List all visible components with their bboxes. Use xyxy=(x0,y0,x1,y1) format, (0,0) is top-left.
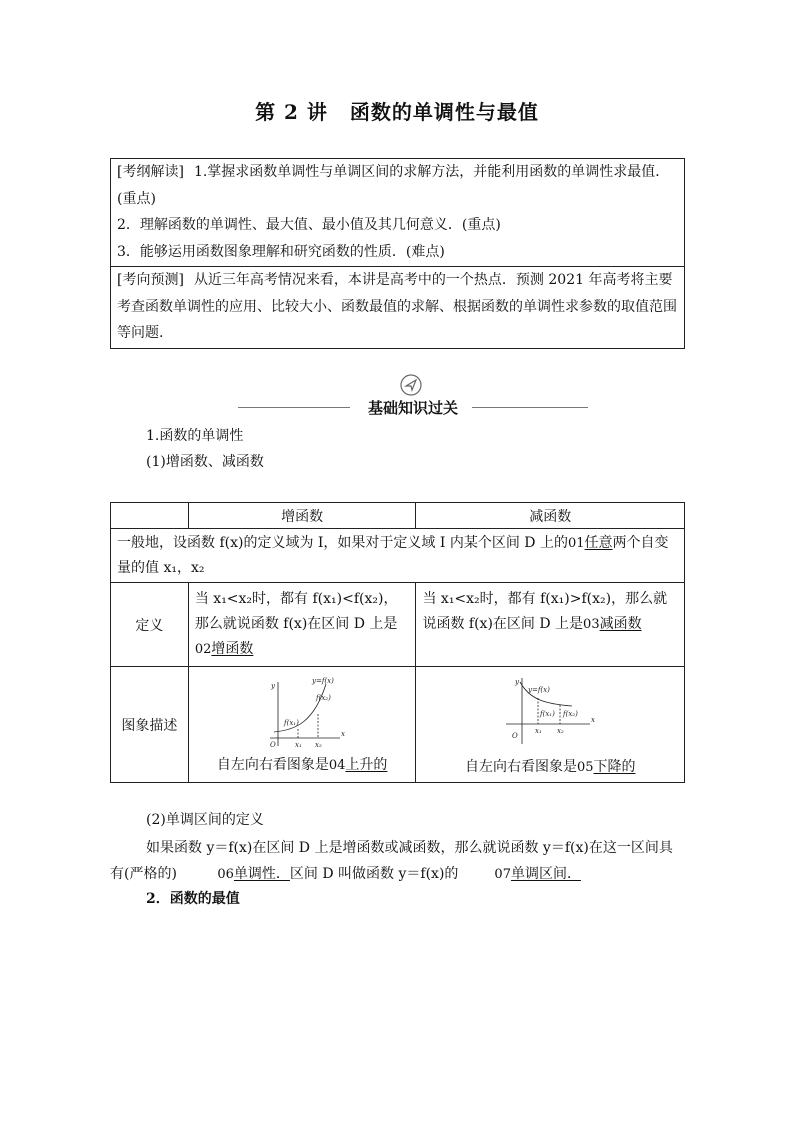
exam-tag: [考纲解读] xyxy=(117,164,184,180)
x-label: x xyxy=(341,729,346,738)
origin-label: O xyxy=(270,740,276,749)
origin-label: O xyxy=(512,731,518,740)
x2-label: x₂ xyxy=(315,740,322,749)
blank-06: 06单调性． xyxy=(217,866,290,882)
fx1-label: f(x₁) xyxy=(540,709,556,718)
section-divider xyxy=(238,374,588,418)
heading-extrema: 2．函数的最值 xyxy=(146,891,240,907)
fx2-label: f(x₂) xyxy=(316,693,331,702)
table-graph-row xyxy=(111,667,685,783)
fx2-label: f(x₂) xyxy=(563,709,579,718)
increasing-graph-cell xyxy=(188,667,416,783)
header-increasing: 增函数 xyxy=(188,503,416,529)
x-label: x xyxy=(591,715,596,724)
x2-label: x₂ xyxy=(557,726,564,735)
page-title xyxy=(0,96,794,125)
exam-line-2: 2．理解函数的单调性、最大值、最小值及其几何意义．(重点) xyxy=(117,217,501,233)
header-decreasing: 减函数 xyxy=(416,503,685,529)
y-label: y xyxy=(271,681,276,690)
divider-line-right xyxy=(472,407,588,408)
exam-line-1: [考纲解读] 1.掌握求函数单调性与单调区间的求解方法，并能利用函数的单调性求最值．(重点) xyxy=(117,164,670,207)
trend-text: 从近三年高考情况来看，本讲是高考中的一个热点．预测 2021 年高考将主要考查函数单调性的应用、比较大小、函数最值的求解、根据函数的单调性求参数的取值范围等问题. xyxy=(117,272,677,341)
curve-label: y=f(x) xyxy=(312,676,334,685)
y-label: y xyxy=(515,677,520,686)
row-label-definition: 定义 xyxy=(111,583,189,667)
exam-line-3: 3．能够运用函数图象理解和研究函数的性质．(难点) xyxy=(117,243,445,260)
compass-icon xyxy=(400,374,422,396)
header-blank xyxy=(111,503,189,529)
blank-07: 07单调区间． xyxy=(494,866,581,882)
table-common-row xyxy=(111,529,685,583)
table-definition-row xyxy=(111,583,685,667)
increasing-definition: 当 x₁<x₂时，都有 f(x₁)<f(x₂)，那么就说函数 f(x)在区间 D 上是02增函数 xyxy=(188,583,416,667)
section-banner: 基础知识过关 xyxy=(367,399,458,417)
divider-line-left xyxy=(238,407,350,408)
table-header-row xyxy=(111,503,685,529)
decreasing-graph xyxy=(500,674,600,748)
lecture-topic: 函数的单调性与最值 xyxy=(349,100,539,124)
heading-inc-dec: (1)增函数、减函数 xyxy=(146,454,264,470)
exam-outline-section xyxy=(111,159,684,267)
interval-definition: 如果函数 y＝f(x)在区间 D 上是增函数或减函数，那么就说函数 y＝f(x)在这一区间具有(严格的) 06单调性．区间 D 叫做函数 y＝f(x)的 07单调区间． xyxy=(110,840,673,882)
x1-label: x₁ xyxy=(535,726,542,735)
outline-box xyxy=(110,158,685,349)
decreasing-graph-cell xyxy=(416,667,685,783)
trend-section xyxy=(111,267,684,347)
blank-04: 04上升的 xyxy=(328,756,388,773)
blank-02: 02增函数 xyxy=(194,641,254,657)
monotonic-table xyxy=(110,502,685,783)
row-label-graph: 图象描述 xyxy=(111,667,189,783)
heading-interval-def: (2)单调区间的定义 xyxy=(146,812,264,828)
fx1-label: f(x₁) xyxy=(284,718,299,727)
blank-01: 01任意 xyxy=(568,535,613,551)
heading-monotonicity: 1.函数的单调性 xyxy=(146,428,244,444)
blank-03: 03减函数 xyxy=(583,616,642,632)
decreasing-graph-caption: 自左向右看图象是05下降的 xyxy=(464,758,636,775)
increasing-graph-caption: 自左向右看图象是04上升的 xyxy=(216,756,388,773)
increasing-graph xyxy=(256,676,348,750)
decreasing-definition: 当 x₁<x₂时，都有 f(x₁)>f(x₂)，那么就说函数 f(x)在区间 D 上是03减函数 xyxy=(416,583,685,667)
blank-05: 05下降的 xyxy=(576,758,636,775)
lecture-number: 第 2 讲 xyxy=(255,100,328,124)
trend-tag: [考向预测] xyxy=(117,272,184,288)
common-condition: 一般地，设函数 f(x)的定义域为 I，如果对于定义域 I 内某个区间 D 上的01任意两个自变量的值 x₁，x₂ xyxy=(111,529,685,583)
x1-label: x₁ xyxy=(295,740,302,749)
curve-label: y=f(x) xyxy=(528,685,551,694)
